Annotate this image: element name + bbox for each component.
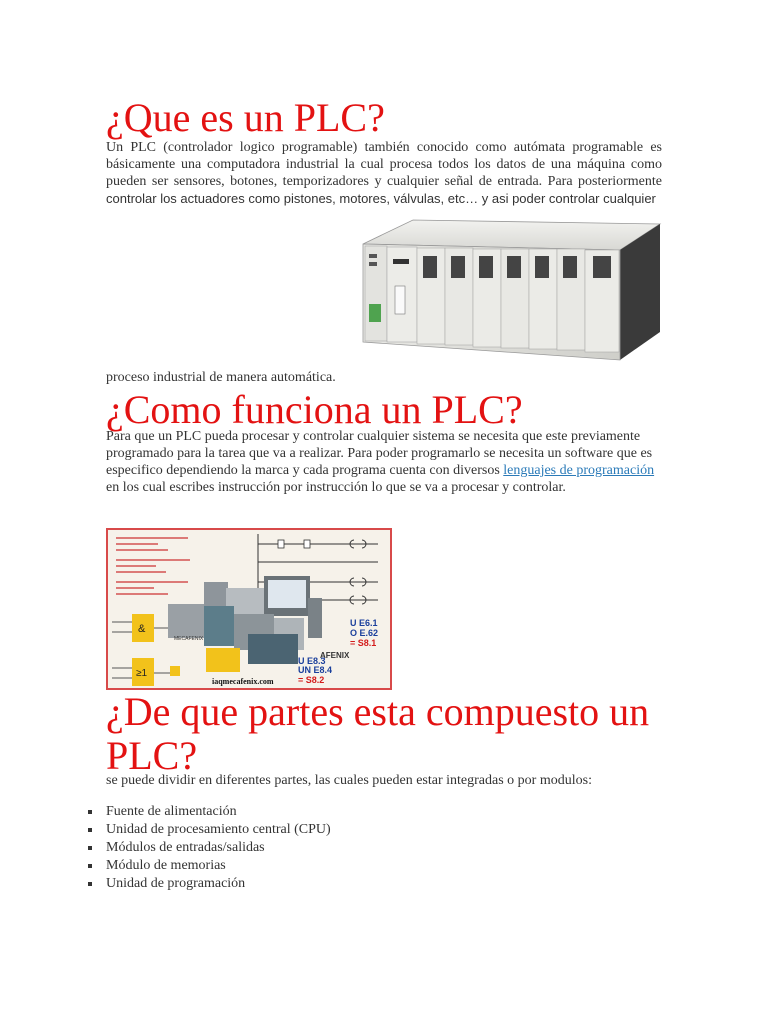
list-item: Unidad de programación: [86, 875, 331, 893]
heading-como-funciona: ¿Como funciona un PLC?: [106, 387, 523, 432]
collage-brand-right-label: AFENIX: [320, 651, 350, 660]
list-item: Módulo de memorias: [86, 857, 331, 875]
plc-device-image: [355, 214, 665, 364]
code1-line3: = S8.1: [350, 638, 377, 648]
list-item: Unidad de procesamiento central (CPU): [86, 821, 331, 839]
paragraph-text-sans: controlar los actuadores como pistones, motores, válvulas, etc… y asi poder controlar cualquier: [106, 191, 656, 206]
paragraph-que-es-plc: [106, 139, 662, 208]
collage-brand-label: MECAFENIX: [174, 636, 204, 642]
code2-line1: U E8.3: [298, 656, 326, 666]
code1-line1: U E6.1: [350, 618, 378, 628]
code2-line3: = S8.2: [298, 675, 325, 685]
plc-collage-image: [106, 528, 392, 690]
code1-line2: O E.62: [350, 628, 379, 638]
list-item: Fuente de alimentación: [86, 803, 331, 821]
paragraph-text-before-link: Para que un PLC pueda procesar y controlar cualquier sistema se necesita que este previamente programado para la tarea que va a realizar. Para poder programarlo se necesita un software que es especifico dependiendo la marca y cada programa cuenta con diversos: [106, 429, 653, 478]
paragraph-partes-intro: se puede dividir en diferentes partes, las cuales pueden estar integradas o por modulos:: [106, 773, 592, 788]
or-gate-label: ≥1: [136, 668, 148, 679]
paragraph-que-es-plc-tail: proceso industrial de manera automática.: [106, 370, 336, 385]
heading-que-es-plc: ¿Que es un PLC?: [106, 95, 385, 140]
paragraph-text-after-link: en los cual escribes instrucción por instrucción lo que se va a procesar y controlar.: [106, 480, 566, 495]
code2-line2: UN E8.4: [298, 665, 333, 675]
heading-partes-plc: ¿De que partes esta compuesto un PLC?: [106, 689, 650, 778]
collage-site-label: iaqmecafenix.com: [212, 677, 274, 686]
list-item: Módulos de entradas/salidas: [86, 839, 331, 857]
collage-graphic: [108, 530, 390, 688]
parts-list: [86, 803, 331, 893]
paragraph-como-funciona: [106, 428, 662, 496]
paragraph-text: Un PLC (controlador logico programable) también conocido como autómata programable es básicamente una computadora industrial la cual procesa todos los datos de una máquina como pueden ser sensores, botones, temporizadores y cualquier señal de entrada. Para posteriormente: [106, 140, 662, 189]
and-gate-label: &: [138, 623, 146, 635]
lenguajes-programacion-link[interactable]: lenguajes de programación: [503, 463, 655, 478]
